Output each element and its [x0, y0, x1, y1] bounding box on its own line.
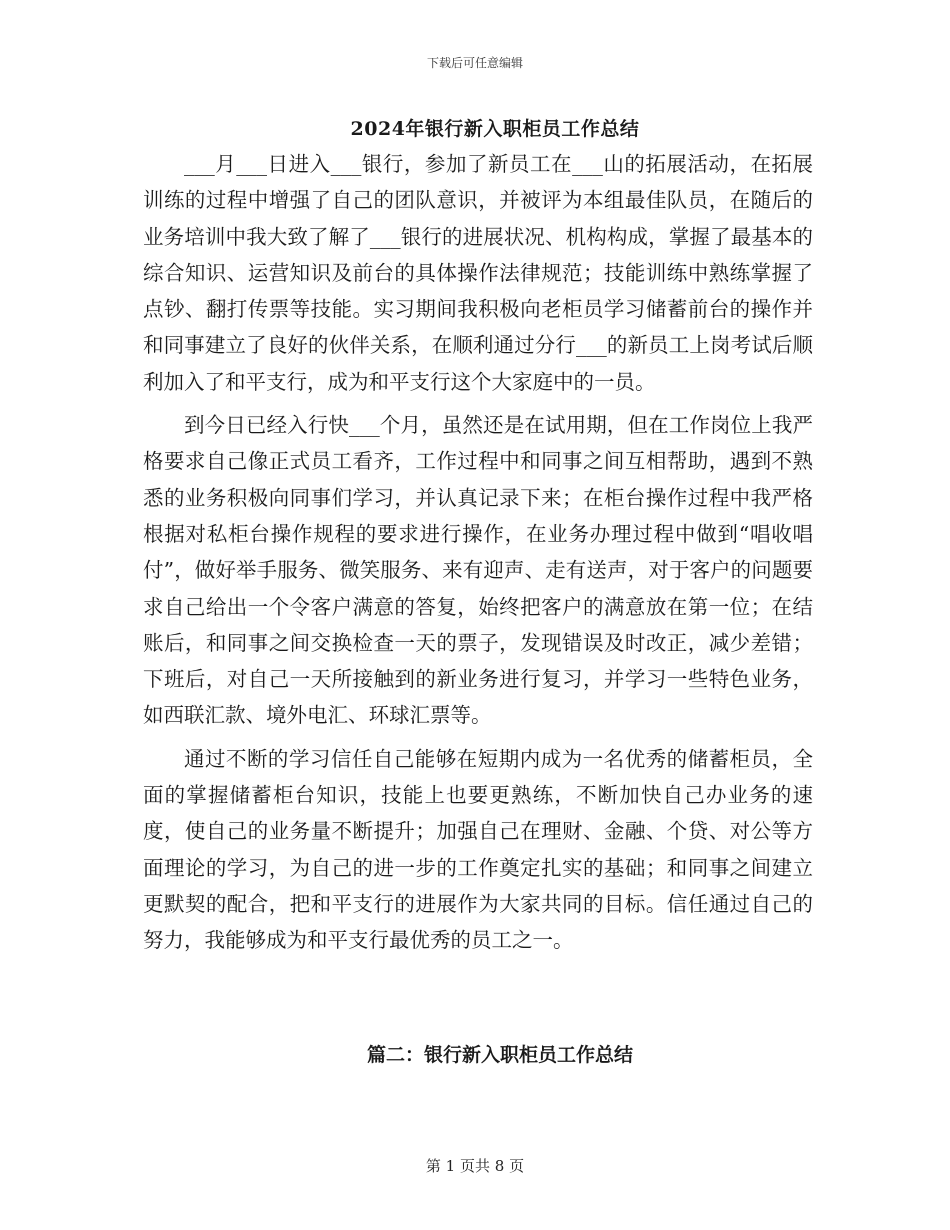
document-title: 2024年银行新入职柜员工作总结: [350, 118, 640, 140]
paragraph-2: 到今日已经入行快___个月，虽然还是在试用期，但在工作岗位上我严格要求自己像正式员工看齐，工作过程中和同事之间互相帮助，遇到不熟悉的业务积极向同事们学习，并认真记录下来；在柜台操作过程中我严格根据对私柜台操作规程的要求进行操作，在业务办理过程中做到“唱收唱付”，做好举手服务、微笑服务、来有迎声、走有送声，对于客户的问题要求自己给出一个令客户满意的答复，始终把客户的满意放在第一位；在结账后，和同事之间交换检查一天的票子，发现错误及时改正，减少差错；下班后，对自己一天所接触到的新业务进行复习，并学习一些特色业务，如西联汇款、境外电汇、环球汇票等。: [143, 413, 813, 728]
paragraph-3: 通过不断的学习信任自己能够在短期内成为一名优秀的储蓄柜员，全面的掌握储蓄柜台知识，技能上也要更熟练，不断加快自己办业务的速度，使自己的业务量不断提升；加强自己在理财、金融、个贷、对公等方面理论的学习，为自己的进一步的工作奠定扎实的基础；和同事之间建立更默契的配合，把和平支行的进展作为大家共同的目标。信任通过自己的努力，我能够成为和平支行最优秀的员工之一。: [143, 746, 813, 953]
section-subtitle: 篇二：银行新入职柜员工作总结: [366, 1044, 633, 1066]
page-number: 第 1 页共 8 页: [425, 1157, 525, 1175]
page-header-note: 下载后可任意编辑: [426, 56, 523, 70]
document-body: [143, 146, 813, 966]
paragraph-1: ___月___日进入___银行，参加了新员工在___山的拓展活动，在拓展训练的过程中增强了自己的团队意识，并被评为本组最佳队员，在随后的业务培训中我大致了解了___银行的进展状况、机构构成，掌握了最基本的综合知识、运营知识及前台的具体操作法律规范；技能训练中熟练掌握了点钞、翻打传票等技能。实习期间我积极向老柜员学习储蓄前台的操作并和同事建立了良好的伙伴关系，在顺利通过分行___的新员工上岗考试后顺利加入了和平支行，成为和平支行这个大家庭中的一员。: [143, 152, 813, 394]
